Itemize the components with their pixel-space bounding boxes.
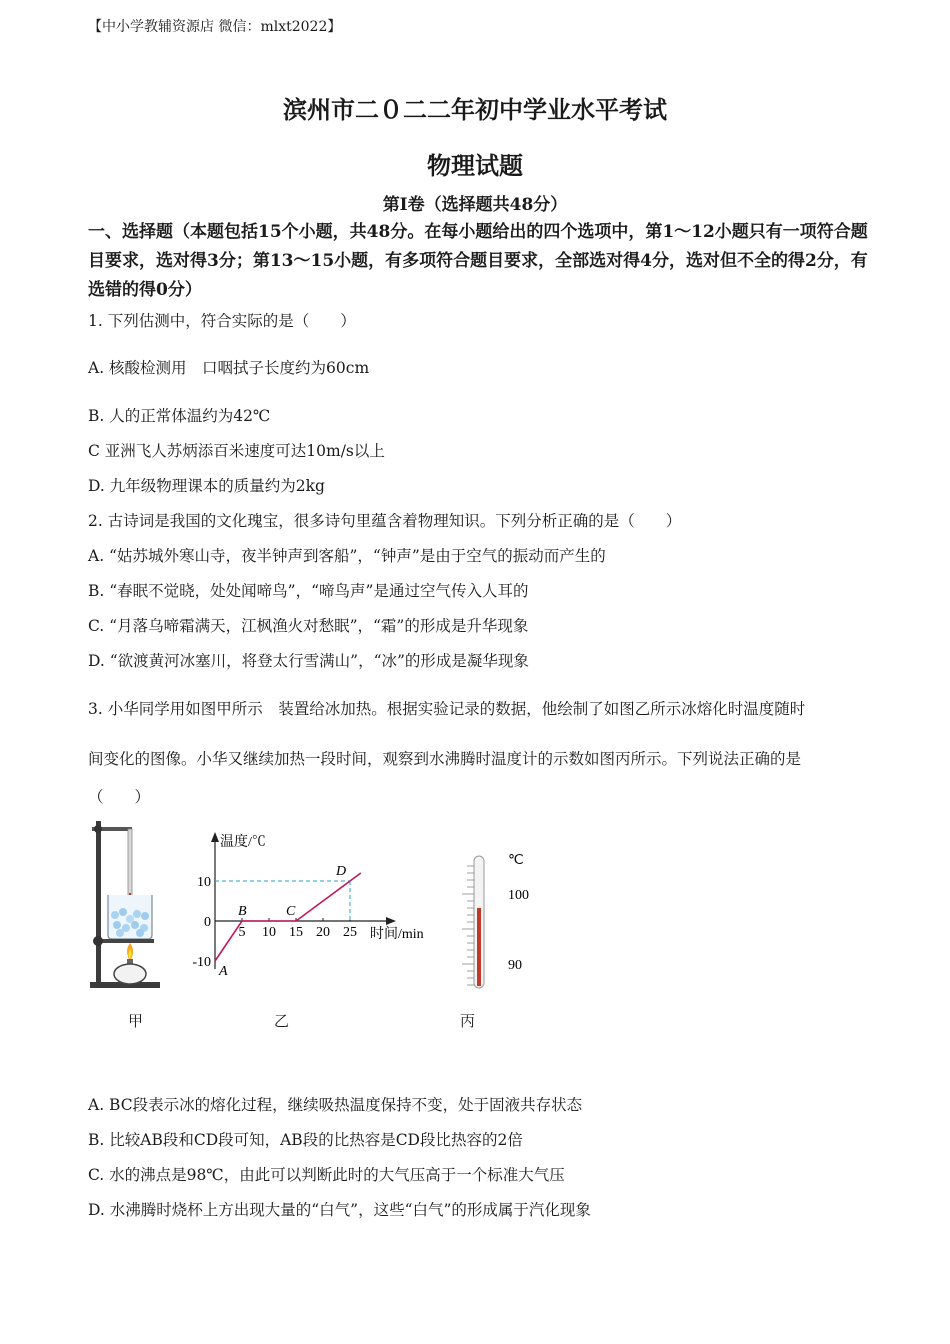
figure-label-jia: 甲 — [128, 1012, 144, 1030]
thermometer-unit: ℃ — [508, 853, 524, 868]
q2-stem: 2. 古诗词是我国的文化瑰宝，很多诗句里蕴含着物理知识。下列分析正确的是（ ） — [88, 512, 682, 530]
x-tick-label: 15 — [289, 925, 303, 940]
q3-option-a: A. BC段表示冰的熔化过程，继续吸热温度保持不变，处于固液共存状态 — [88, 1096, 583, 1114]
point-label-c: C — [286, 904, 296, 919]
x-axis-label: 时间/min — [370, 927, 424, 942]
thermometer-scale-label: 90 — [508, 958, 522, 973]
figure-label-yi: 乙 — [274, 1012, 290, 1030]
thermometer-layer — [462, 853, 529, 988]
graph-layer — [192, 832, 423, 979]
q3-stem-line2: 间变化的图像。小华又继续加热一段时间，观察到水沸腾时温度计的示数如图丙所示。下列说法正确的是 — [88, 750, 802, 768]
exam-title: 滨州市二０二二年初中学业水平考试 — [283, 95, 667, 124]
q3-stem-line1: 3. 小华同学用如图甲所示 装置给冰加热。根据实验记录的数据，他绘制了如图乙所示冰熔化时温度随时 — [88, 700, 806, 718]
y-tick-label: 0 — [204, 915, 211, 930]
header-watermark: 【中小学教辅资源店 微信：mlxt2022】 — [88, 19, 342, 35]
q3-option-b: B. 比较AB段和CD段可知，AB段的比热容是CD段比热容的2倍 — [88, 1131, 523, 1149]
alcohol-lamp — [114, 964, 146, 984]
q2-option-b: B. “春眠不觉晓，处处闻啼鸟”，“啼鸟声”是通过空气传入人耳的 — [88, 582, 529, 600]
point-label-d: D — [336, 864, 347, 879]
volume-heading: 第Ⅰ卷（选择题共48分） — [382, 195, 568, 215]
q1-option-a: A. 核酸检测用 口咽拭子长度约为60cm — [88, 359, 370, 377]
q1-option-c: C 亚洲飞人苏炳添百米速度可达10m/s以上 — [88, 442, 385, 460]
q3-stem-line3: （ ） — [88, 788, 151, 806]
q2-option-a: A. “姑苏城外寒山寺，夜半钟声到客船”，“钟声”是由于空气的振动而产生的 — [88, 547, 606, 565]
q1-stem: 1. 下列估测中，符合实际的是（ ） — [88, 312, 356, 330]
x-tick-label: 5 — [238, 925, 246, 940]
point-label-a: A — [219, 964, 228, 979]
exam-subject: 物理试题 — [427, 151, 523, 180]
y-axis-arrow — [211, 832, 219, 842]
figure-bing-thermometer — [452, 846, 542, 996]
y-axis-label: 温度/℃ — [220, 835, 266, 850]
x-tick-label: 25 — [343, 925, 357, 940]
x-tick-label: 20 — [316, 925, 330, 940]
figure-label-bing: 丙 — [460, 1012, 476, 1030]
x-tick-label: 10 — [262, 925, 276, 940]
y-tick-label: -10 — [192, 955, 211, 970]
q3-option-c: C. 水的沸点是98℃，由此可以判断此时的大气压高于一个标准大气压 — [88, 1166, 565, 1184]
q2-option-d: D. “欲渡黄河冰塞川，将登太行雪满山”，“冰”的形成是凝华现象 — [88, 652, 529, 670]
y-tick-label: 10 — [197, 875, 211, 890]
section-instructions: 一、选择题（本题包括15个小题，共48分。在每小题给出的四个选项中，第1～12小题只有一项符合题目要求，选对得3分；第13～15小题，有多项符合题目要求，全部选对得4分，选对但不全的得2分，有选错的得0分） — [88, 222, 868, 300]
stand-pole — [96, 821, 101, 985]
figure-yi-graph — [184, 822, 444, 982]
x-axis-arrow — [386, 917, 396, 925]
q1-option-b: B. 人的正常体温约为42℃ — [88, 407, 271, 425]
q1-option-d: D. 九年级物理课本的质量约为2kg — [88, 477, 325, 495]
thermometer-scale-label: 100 — [508, 888, 529, 903]
q2-option-c: C. “月落乌啼霜满天，江枫渔火对愁眠”，“霜”的形成是升华现象 — [88, 617, 529, 635]
thermometer-liquid — [477, 908, 481, 986]
figure-jia-apparatus — [84, 815, 174, 995]
point-label-b: B — [238, 904, 247, 919]
q3-option-d: D. 水沸腾时烧杯上方出现大量的“白气”，这些“白气”的形成属于汽化现象 — [88, 1201, 591, 1219]
